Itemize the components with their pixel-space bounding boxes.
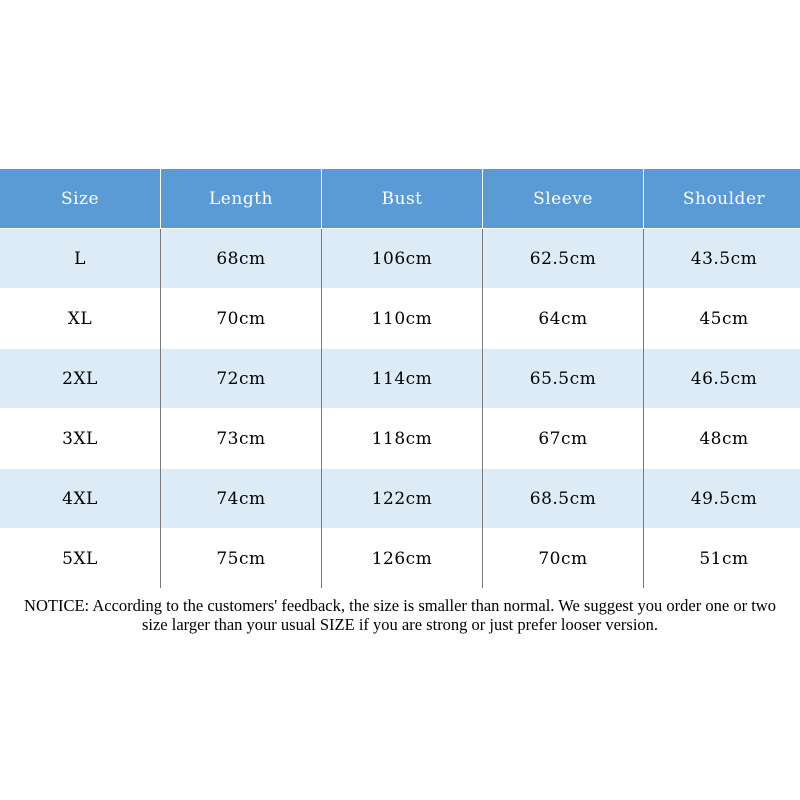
cell-size: 2XL <box>0 349 161 409</box>
cell-sleeve: 64cm <box>483 289 644 349</box>
cell-size: 3XL <box>0 409 161 469</box>
header-length: Length <box>161 169 322 229</box>
table-header-row <box>0 169 800 229</box>
cell-sleeve: 68.5cm <box>483 469 644 529</box>
table-row <box>0 349 800 409</box>
cell-size: 4XL <box>0 469 161 529</box>
table-row <box>0 289 800 349</box>
cell-length: 75cm <box>161 529 322 589</box>
header-bust: Bust <box>322 169 483 229</box>
size-notice: NOTICE: According to the customers' feedback, the size is smaller than normal. We suggest you order one or two size larger than your usual SIZE if you are strong or just prefer looser version. <box>24 596 776 634</box>
cell-sleeve: 62.5cm <box>483 229 644 289</box>
size-chart-table <box>0 169 800 588</box>
cell-length: 73cm <box>161 409 322 469</box>
cell-bust: 126cm <box>322 529 483 589</box>
cell-shoulder: 51cm <box>644 529 800 589</box>
cell-length: 72cm <box>161 349 322 409</box>
table-row <box>0 409 800 469</box>
cell-shoulder: 46.5cm <box>644 349 800 409</box>
header-sleeve: Sleeve <box>483 169 644 229</box>
cell-bust: 106cm <box>322 229 483 289</box>
cell-sleeve: 65.5cm <box>483 349 644 409</box>
cell-bust: 118cm <box>322 409 483 469</box>
cell-bust: 122cm <box>322 469 483 529</box>
header-shoulder: Shoulder <box>644 169 800 229</box>
cell-length: 70cm <box>161 289 322 349</box>
table-row <box>0 469 800 529</box>
cell-shoulder: 45cm <box>644 289 800 349</box>
header-size: Size <box>0 169 161 229</box>
cell-bust: 114cm <box>322 349 483 409</box>
cell-shoulder: 48cm <box>644 409 800 469</box>
cell-sleeve: 67cm <box>483 409 644 469</box>
cell-size: L <box>0 229 161 289</box>
table-row <box>0 229 800 289</box>
cell-sleeve: 70cm <box>483 529 644 589</box>
table-row <box>0 529 800 589</box>
cell-length: 68cm <box>161 229 322 289</box>
cell-length: 74cm <box>161 469 322 529</box>
cell-size: XL <box>0 289 161 349</box>
cell-shoulder: 43.5cm <box>644 229 800 289</box>
cell-size: 5XL <box>0 529 161 589</box>
cell-bust: 110cm <box>322 289 483 349</box>
cell-shoulder: 49.5cm <box>644 469 800 529</box>
